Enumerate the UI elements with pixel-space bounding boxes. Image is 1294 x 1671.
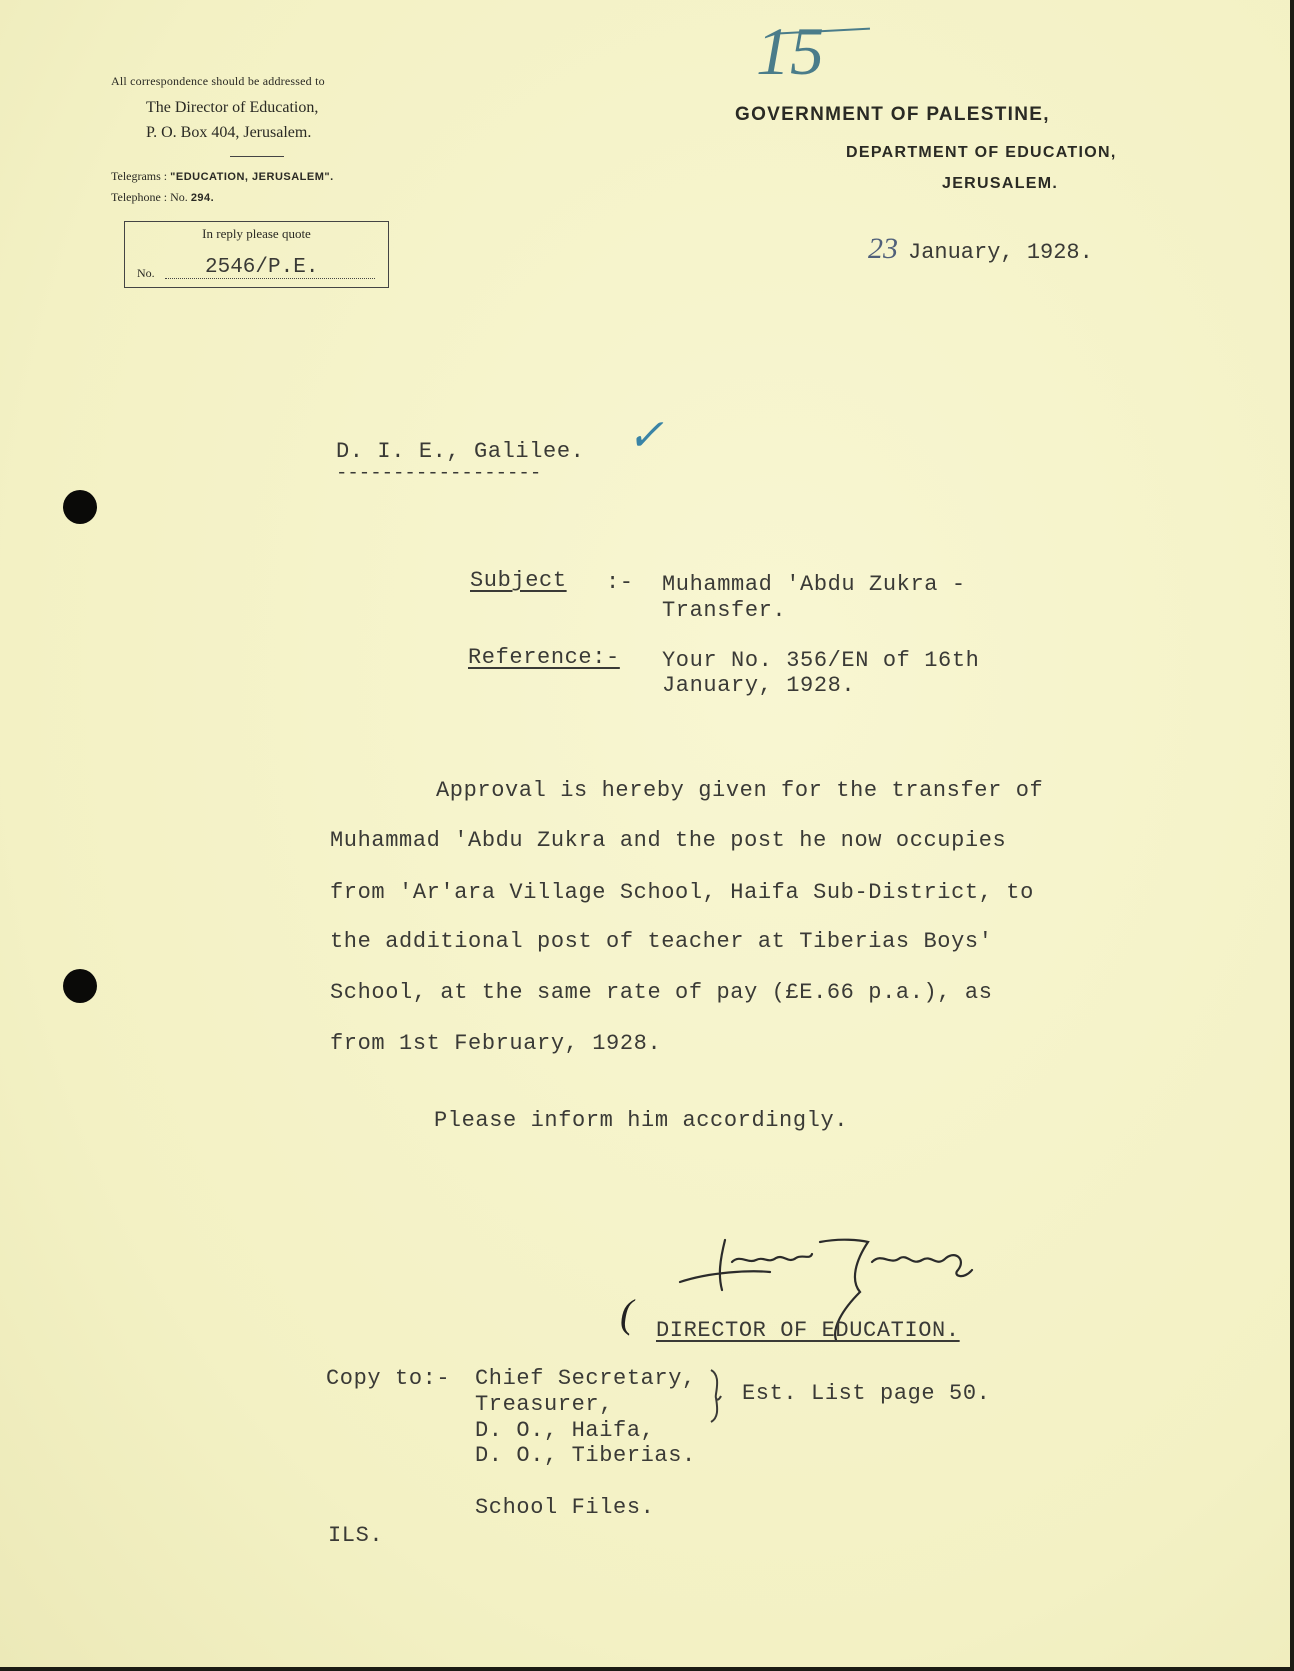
address-line-1: The Director of Education, [146, 99, 319, 116]
addressee-rule: ------------------ [336, 462, 542, 484]
subject-separator: :- [606, 570, 634, 595]
subject-line-1: Muhammad 'Abdu Zukra - [662, 572, 966, 597]
school-files: School Files. [475, 1495, 655, 1520]
body-line-2: Muhammad 'Abdu Zukra and the post he now occupies [330, 828, 1007, 853]
body-line-3: from 'Ar'ara Village School, Haifa Sub-District, to [330, 880, 1034, 905]
telegrams-value: "EDUCATION, JERUSALEM". [170, 171, 334, 183]
address-divider [230, 156, 284, 157]
reply-reference-box [124, 221, 389, 288]
copy-recipient-4: D. O., Tiberias. [475, 1443, 696, 1468]
reply-no-label: No. [137, 266, 155, 280]
reply-no-value: 2546/P.E. [205, 256, 319, 279]
body-line-1: Approval is hereby given for the transfer of [436, 778, 1044, 803]
reference-line-1: Your No. 356/EN of 16th [662, 648, 980, 673]
government-heading: GOVERNMENT OF PALESTINE, [735, 104, 1050, 125]
checkmark: ✓ [627, 411, 664, 460]
reference-line-2: January, 1928. [662, 673, 856, 698]
copy-to-label: Copy to:- [326, 1366, 451, 1391]
date-day: 23 [868, 232, 898, 265]
copy-recipient-2: Treasurer, [475, 1392, 614, 1417]
telephone-label: Telephone : No. [111, 190, 188, 204]
city-heading: JERUSALEM. [942, 175, 1059, 192]
department-heading: DEPARTMENT OF EDUCATION, [846, 144, 1117, 161]
folio-number: 15 [756, 13, 824, 89]
copy-brace [708, 1368, 724, 1424]
address-line-2: P. O. Box 404, Jerusalem. [146, 124, 312, 141]
signature-bracket: ( [620, 1291, 634, 1336]
subject-line-2: Transfer. [662, 598, 787, 623]
punch-hole-bottom [63, 969, 97, 1003]
brace-note: Est. List page 50. [742, 1381, 991, 1406]
body-line-4: the additional post of teacher at Tiberias Boys' [330, 929, 993, 954]
punch-hole-top [63, 490, 97, 524]
telegrams-line [111, 169, 334, 184]
telephone-line [111, 190, 214, 205]
addressee: D. I. E., Galilee. [336, 439, 585, 464]
correspondence-note: All correspondence should be addressed to [111, 74, 325, 88]
reference-label: Reference:- [468, 645, 620, 670]
date-text: January, 1928. [908, 240, 1093, 265]
body-line-6: from 1st February, 1928. [330, 1031, 662, 1056]
reply-quote-label: In reply please quote [202, 226, 311, 241]
subject-label: Subject [470, 568, 567, 593]
body-line-5: School, at the same rate of pay (£E.66 p.a.), as [330, 980, 993, 1005]
signatory-title: DIRECTOR OF EDUCATION. [656, 1318, 960, 1343]
typist-initials: ILS. [328, 1523, 384, 1548]
telegrams-label: Telegrams : [111, 169, 168, 183]
copy-recipient-1: Chief Secretary, [475, 1366, 696, 1391]
copy-recipient-3: D. O., Haifa, [475, 1418, 655, 1443]
telephone-value: 294. [190, 192, 215, 204]
closing-line: Please inform him accordingly. [434, 1108, 849, 1133]
